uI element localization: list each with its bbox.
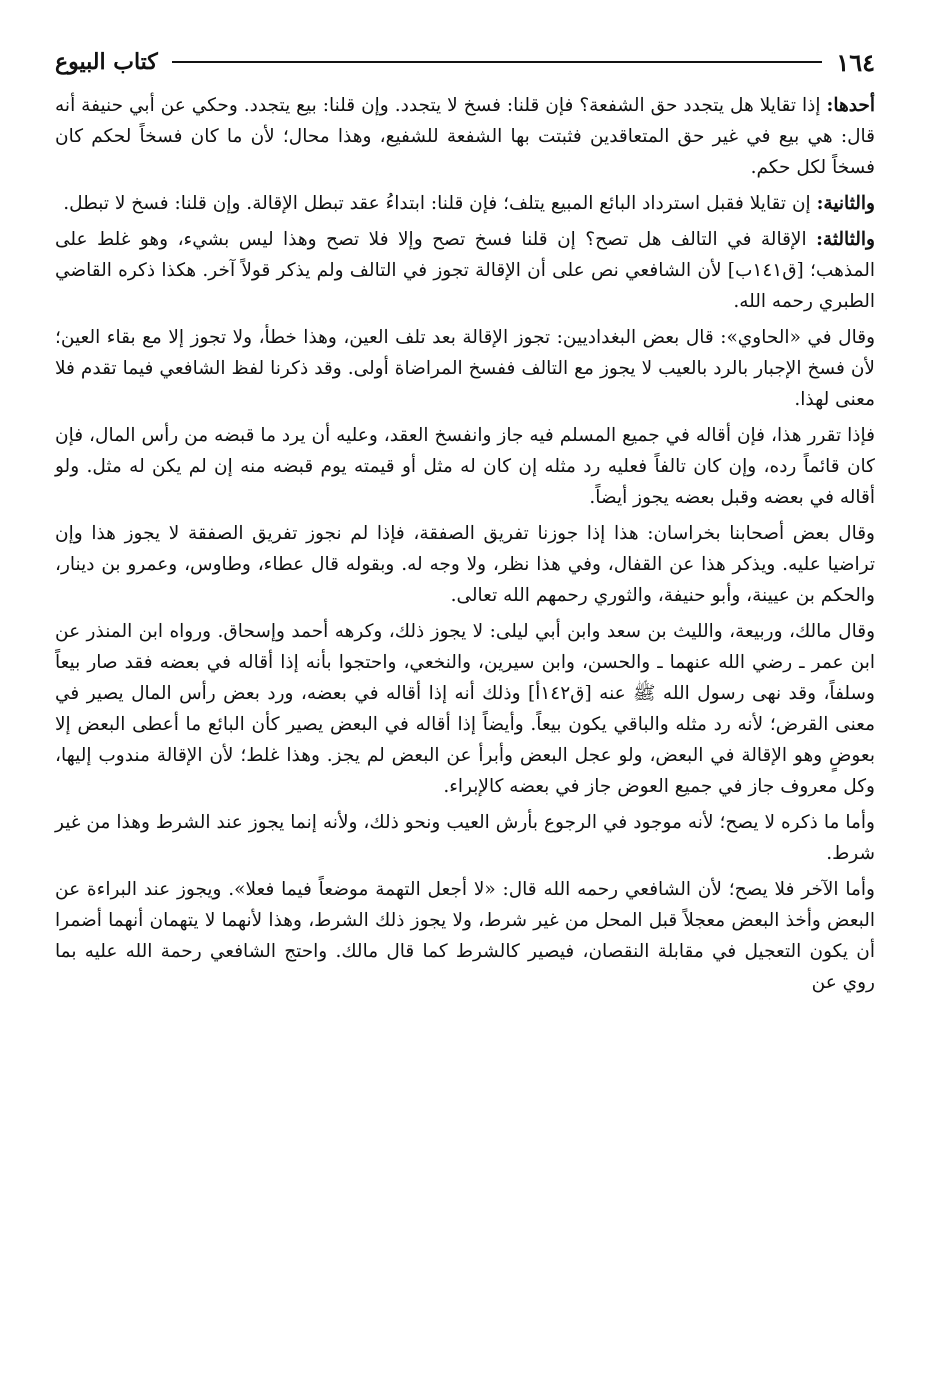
- paragraph-hawi: [55, 322, 875, 415]
- paragraph-text: وقال في «الحاوي»: قال بعض البغداديين: تجوز الإقالة بعد تلف العين، وهذا خطأ، ولا تجوز إلا مع بقاء العين؛ لأن فسخ الإجبار بالرد بالعيب لا يجوز مع التالف ففسخ المراضاة أولى. وقد ذكرنا لفظ الشافعي فيما تقدم فلا معنى لهذا.: [55, 327, 875, 410]
- paragraph-iqala-all: [55, 420, 875, 513]
- paragraph-text: فإذا تقرر هذا، فإن أقاله في جميع المسلم فيه جاز وانفسخ العقد، وعليه أن يرد ما قبضه من رأس المال، فإن كان قائماً رده، وإن كان تالفاً فعليه رد مثله إن كان له مثل أو قيمته يوم قبضه منه إن لم يكن له مثل. ولو أقاله في بعضه وقبل بعضه يجوز أيضاً.: [55, 425, 875, 508]
- paragraph-rebuttal-one: [55, 807, 875, 869]
- paragraph-text: إن تقايلا فقبل استرداد البائع المبيع يتلف؛ فإن قلنا: ابتداءُ عقد تبطل الإقالة. وإن قلنا: فسخ لا تبطل.: [63, 193, 811, 214]
- page-header: [55, 40, 875, 84]
- paragraph-lead: والثالثة:: [816, 229, 875, 250]
- paragraph-text: وأما الآخر فلا يصح؛ لأن الشافعي رحمه الله قال: «لا أجعل التهمة موضعاً فيما فعلا». ويجوز عند البراءة عن البعض وأخذ البعض معجلاً قبل المحل من غير شرط، ولا يجوز ذلك الشرط، وهذا لأنهما لا يتهمان أنهما أضمرا أن يكون التعجيل في مقابلة النقصان، فيصير كالشرط كما قال مالك. واحتج الشافعي رحمة الله عليه بما روي عن: [55, 879, 875, 993]
- page-number: ١٦٤: [836, 47, 875, 77]
- paragraph-second: [55, 188, 875, 219]
- paragraph-lead: والثانية:: [816, 193, 875, 214]
- paragraph-rebuttal-two: [55, 874, 875, 998]
- paragraph-text: وقال بعض أصحابنا بخراسان: هذا إذا جوزنا تفريق الصفقة، فإذا لم نجوز تفريق الصفقة لا يجوز هذا وإن تراضيا عليه. ويذكر هذا عن القفال، وفي هذا نظر، ولا وجه له. وبقوله قال عطاء، وطاوس، وعمرو بن دينار، والحكم بن عيينة، وأبو حنيفة، والثوري رحمهم الله تعالى.: [55, 523, 875, 606]
- paragraph-khurasan: [55, 518, 875, 611]
- running-title: كتاب البيوع: [55, 49, 158, 75]
- header-rule: [172, 61, 823, 63]
- paragraph-text: الإقالة في التالف هل تصح؟ إن قلنا فسخ تصح وإلا فلا تصح وهذا ليس بشيء، وهو غلط على المذهب؛ [ق١٤١ب] لأن الشافعي نص على أن الإقالة تجوز في التالف ولم يذكر قولاً آخر. هكذا ذكره القاضي الطبري رحمه الله.: [55, 229, 876, 312]
- document-page: [55, 40, 875, 1003]
- paragraph-first: [55, 90, 875, 183]
- paragraph-text: إذا تقايلا هل يتجدد حق الشفعة؟ فإن قلنا: فسخ لا يتجدد. وإن قلنا: بيع يتجدد. وحكي عن أبي حنيفة أنه قال: هي بيع في غير حق المتعاقدين فثبتت بها الشفعة للشفيع، وهذا محال؛ لأن ما كان فسخاً لحكم كان فسخاً لكل حكم.: [55, 95, 875, 178]
- body-text: [55, 90, 875, 998]
- paragraph-text: وقال مالك، وربيعة، والليث بن سعد وابن أبي ليلى: لا يجوز ذلك، وكرهه أحمد وإسحاق. ورواه ابن المنذر عن ابن عمر ـ رضي الله عنهما ـ والحسن، وابن سيرين، والنخعي، واحتجوا بأنه إذا أقاله في بعضه فقد صار بيعاً وسلفاً، وقد نهى رسول الله ﷺ عنه [ق١٤٢أ] وذلك أنه إذا أقاله في بعضه، ورد بعض رأس المال يصير في معنى القرض؛ لأنه رد مثله والباقي يكون بيعاً. وأيضاً إذا أقاله في البعض يصير كأن البائع ما أعطى البعض إلا بعوضٍ وهو الإقالة في البعض، ولو عجل البعض وأبرأ عن البعض لم يجز. وهذا غلط؛ لأن الإقالة مندوب إليها، وكل معروف جاز في جميع العوض جاز في بعضه كالإبراء.: [55, 621, 875, 797]
- paragraph-third: [55, 224, 875, 317]
- paragraph-malik: [55, 616, 875, 802]
- paragraph-text: وأما ما ذكره لا يصح؛ لأنه موجود في الرجوع بأرش العيب ونحو ذلك، ولأنه إنما يجوز عند الشرط وهذا من غير شرط.: [55, 812, 875, 864]
- paragraph-lead: أحدها:: [826, 95, 876, 116]
